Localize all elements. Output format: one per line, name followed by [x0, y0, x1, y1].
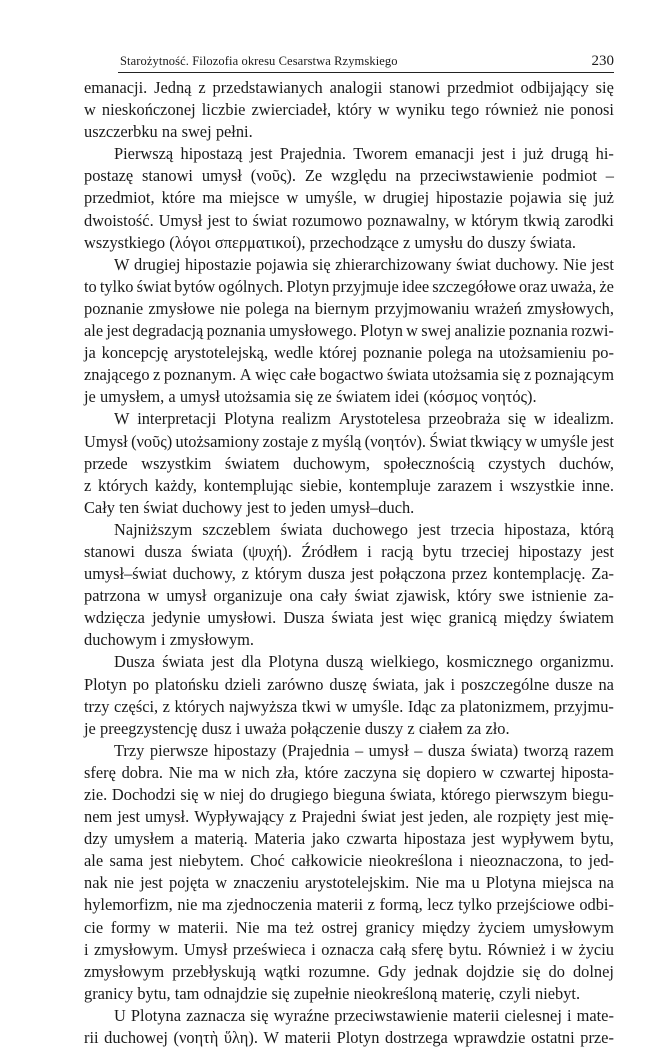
text-line: stanowi dusza świata (ψυχή). Źródłem i racją bytu trzeciej hipostazy jest	[84, 541, 614, 561]
text-line: w nieskończonej liczbie zwierciadeł, który w wyniku tego również nie ponosi	[84, 100, 614, 120]
text-line: je umysłem, a umysł utożsamia się ze światem idei (κόσμος νοητός).	[84, 387, 537, 407]
text-line: uszczerbku na swej pełni.	[84, 122, 253, 142]
text-line: sferę dobra. Nie ma w nich zła, które zaczyna się dopiero w czwartej hiposta-	[84, 762, 614, 782]
text-line: Cały ten świat duchowy jest to jeden umysł–duch.	[84, 497, 415, 517]
text-line: duchowym i zmysłowym.	[84, 630, 255, 650]
text-line: patrzona w umysł organizuje ona cały świat zjawisk, który swe istnienie za-	[84, 586, 614, 606]
text-line: emanacji. Jedną z przedstawianych analogii stanowi przedmiot odbijający się	[84, 78, 614, 97]
text-line: z których każdy, kontemplując siebie, kontempluje zarazem i wszystkie inne.	[84, 475, 614, 495]
text-line: zie. Dochodzi się w niej do drugiego bieguna świata, którego pierwszym biegu-	[84, 785, 614, 804]
text-line: dwoistość. Umysł jest to świat rozumowo poznawalny, w którym tkwią zarodki	[84, 210, 614, 230]
text-line: Dusza świata jest dla Plotyna duszą wielkiego, kosmicznego organizmu.	[114, 652, 614, 672]
text-line: nem jest umysł. Wypływający z Prajedni świat jest jeden, ale rozpięty jest mię-	[84, 807, 614, 827]
text-line: Plotyn po platońsku dzieli zarówno duszę świata, jak i poszczególne dusze na	[84, 674, 614, 694]
running-head: Starożytność. Filozofia okresu Cesarstwa Rzymskiego	[120, 54, 398, 68]
text-line: i zmysłowym. Umysł prześwieca i oznacza całą sferę bytu. Również i w życiu	[84, 939, 614, 959]
text-line: W interpretacji Plotyna realizm Arystotelesa przeobraża się w idealizm.	[114, 409, 614, 429]
text-line: Trzy pierwsze hipostazy (Prajednia – umysł – dusza świata) tworzą razem	[114, 740, 614, 760]
text-line: przede wszystkim światem duchowym, społecznością czystych duchów,	[84, 453, 614, 473]
text-line: przedmiot, które ma miejsce w umyśle, w drugiej hipostazie pojawia się już	[84, 188, 614, 208]
text-line: hylemorfizm, nie ma zjednoczenia materii z formą, lecz tylko przejściowe odbi-	[84, 895, 614, 915]
text-line: rii duchowej (νοητὴ ὕλη). W materii Plotyn dostrzega wprawdzie ostatni prze-	[84, 1028, 614, 1048]
text-line: ja koncepcję arystotelejską, wedle której poznanie polega na utożsamieniu po-	[84, 343, 614, 363]
text-line: wszystkiego (λόγοι σπερματικοί), przechodzące z umysłu do duszy świata.	[84, 232, 576, 252]
body-text	[84, 77, 614, 1049]
text-line: wdzięcza jedynie umysłowi. Dusza świata jest więc granicą między światem	[84, 608, 614, 628]
text-line: postazę stanowi umysł (νοῦς). Ze względu na przeciwstawienie podmiot –	[84, 166, 614, 186]
page-number: 230	[591, 53, 614, 69]
text-line: U Plotyna zaznacza się wyraźne przeciwstawienie materii cielesnej i mate-	[114, 1005, 614, 1025]
text-line: ale sama jest niebytem. Choć całkowicie nieokreślona i nieoznaczona, to jed-	[84, 851, 614, 871]
text-line: dzy umysłem a materią. Materia jako czwarta hipostaza jest wypływem bytu,	[84, 829, 614, 849]
text-line: zmysłowym przebłyskują wątki rozumne. Gdy jednak dojdzie się do dolnej	[84, 961, 614, 981]
text-line: ale jest degradacją poznania umysłowego. Plotyn w swej analizie poznania rozwi-	[84, 321, 614, 341]
text-line: to tylko świat bytów ogólnych. Plotyn przyjmuje idee szczegółowe oraz uważa, że	[84, 276, 614, 296]
text-line: cie formy w materii. Nie ma też ostrej granicy między życiem umysłowym	[84, 917, 614, 937]
text-line: Pierwszą hipostazą jest Prajednia. Tworem emanacji jest i już drugą hi-	[114, 144, 614, 164]
text-line: je preegzystencję dusz i uważa połączenie duszy z ciałem za zło.	[84, 718, 510, 738]
text-line: umysł–świat duchowy, z którym dusza jest połączona przez kontemplację. Za-	[84, 564, 614, 584]
text-line: Umysł (νοῦς) utożsamiony zostaje z myślą (νοητόν). Świat tkwiący w umyśle jest	[84, 431, 614, 451]
text-line: Najniższym szczeblem świata duchowego jest trzecia hipostaza, którą	[114, 519, 614, 539]
text-line: znającego z poznanym. A więc całe bogactwo świata utożsamia się z poznającym	[84, 365, 614, 385]
text-line: poznanie zmysłowe nie polega na biernym przyjmowaniu wrażeń zmysłowych,	[84, 298, 614, 318]
text-line: nak nie jest pojęta w znaczeniu arystotelejskim. Nie ma u Plotyna miejsca na	[84, 873, 614, 893]
page-header	[118, 46, 614, 73]
text-line: W drugiej hipostazie pojawia się zhierarchizowany świat duchowy. Nie jest	[114, 254, 614, 274]
text-line: trzy części, z których najwyższa tkwi w umyśle. Idąc za platonizmem, przyjmu-	[84, 696, 614, 716]
text-line: granicy bytu, tam odnajdzie się zupełnie nieokreśloną materię, czyli niebyt.	[84, 983, 581, 1003]
